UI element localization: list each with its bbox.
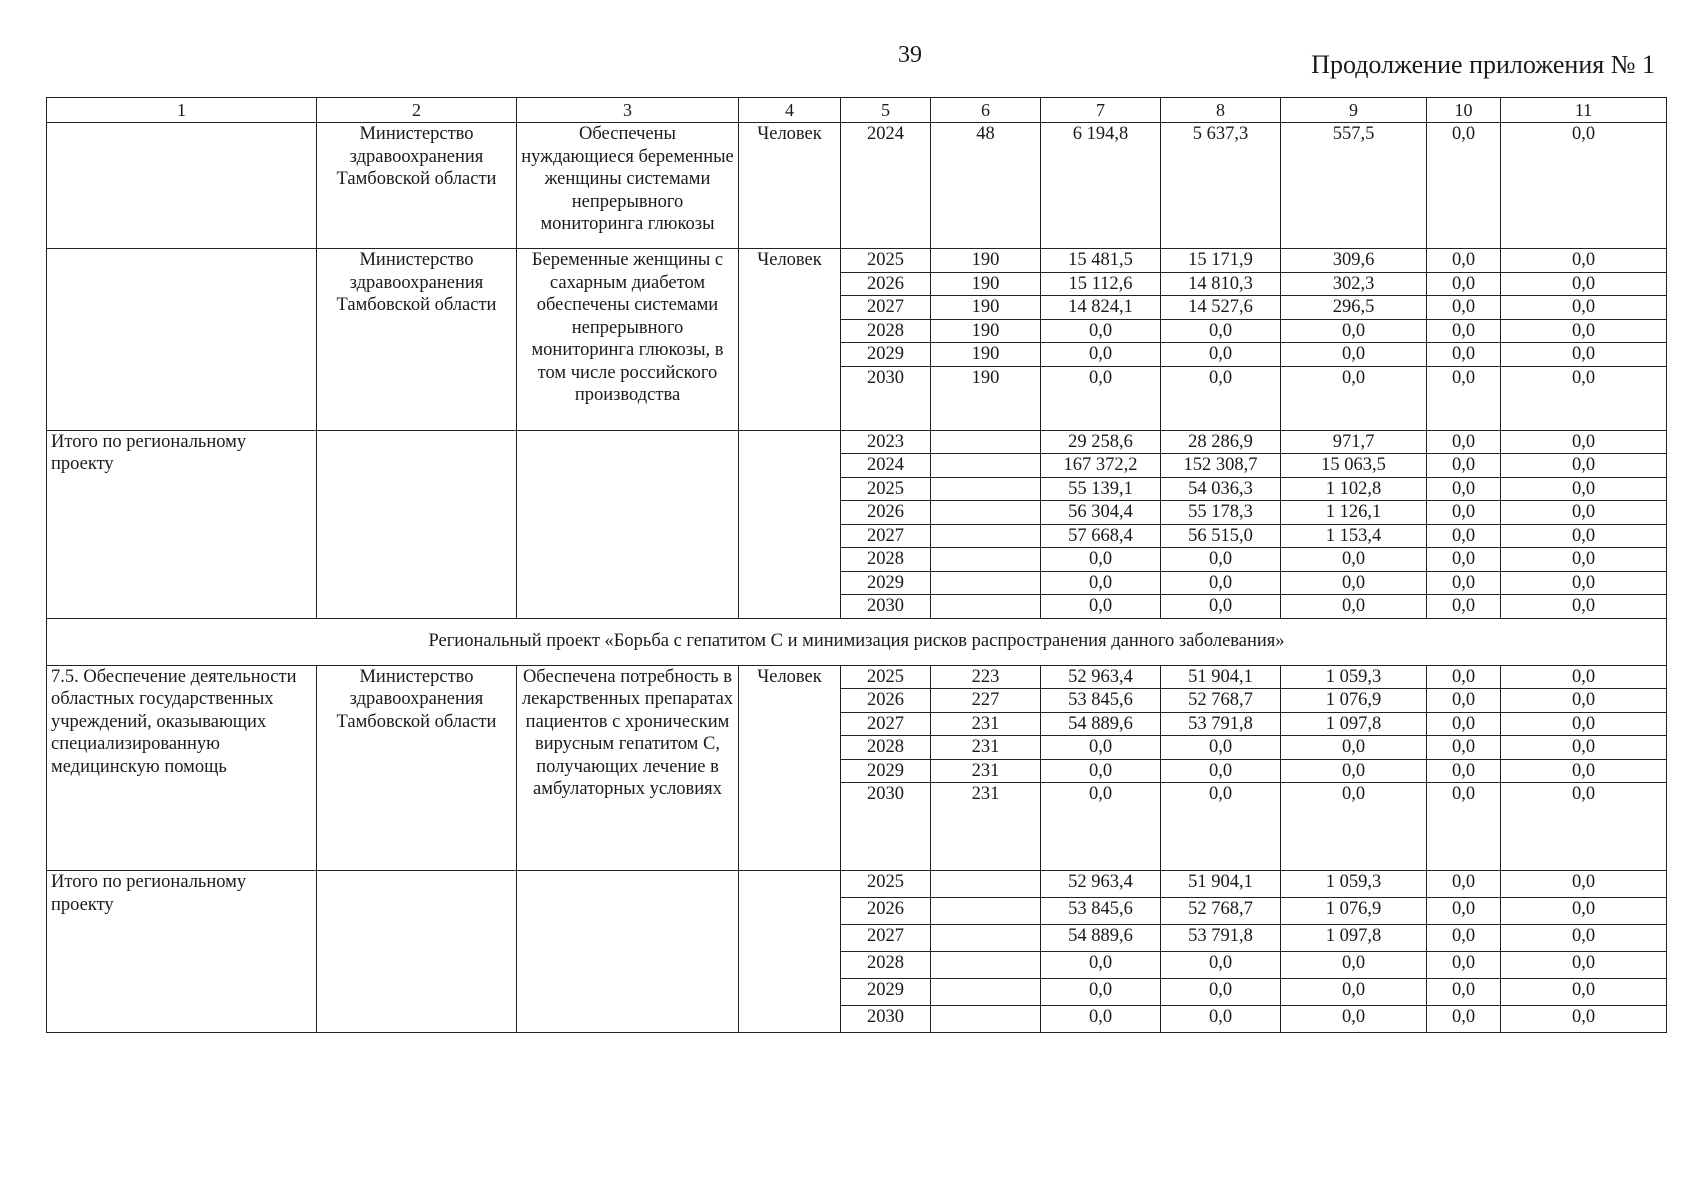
year-cell: 2028 [841, 736, 931, 760]
column-number: 10 [1427, 98, 1501, 123]
local-amount-cell: 0,0 [1427, 783, 1501, 871]
federal-amount-cell: 55 178,3 [1161, 501, 1281, 525]
year-cell: 2025 [841, 249, 931, 273]
year-cell: 2030 [841, 783, 931, 871]
column-number: 5 [841, 98, 931, 123]
local-amount-cell: 0,0 [1427, 595, 1501, 619]
local-amount-cell: 0,0 [1427, 319, 1501, 343]
regional-amount-cell: 296,5 [1281, 296, 1427, 320]
regional-amount-cell: 0,0 [1281, 759, 1427, 783]
quantity-cell: 231 [931, 759, 1041, 783]
total-amount-cell: 54 889,6 [1041, 712, 1161, 736]
responsible-executor-cell: Министерство здравоохранения Тамбовской области [317, 249, 517, 431]
quantity-cell [931, 454, 1041, 478]
year-cell: 2026 [841, 501, 931, 525]
year-cell: 2027 [841, 712, 931, 736]
local-amount-cell: 0,0 [1427, 736, 1501, 760]
total-amount-cell: 0,0 [1041, 736, 1161, 760]
local-amount-cell: 0,0 [1427, 871, 1501, 898]
year-cell: 2026 [841, 898, 931, 925]
extra-amount-cell: 0,0 [1501, 123, 1667, 249]
regional-amount-cell: 1 126,1 [1281, 501, 1427, 525]
federal-amount-cell: 0,0 [1161, 952, 1281, 979]
quantity-cell [931, 871, 1041, 898]
unit-cell: Человек [739, 665, 841, 871]
total-amount-cell: 52 963,4 [1041, 871, 1161, 898]
year-cell: 2029 [841, 343, 931, 367]
total-amount-cell: 0,0 [1041, 571, 1161, 595]
quantity-cell: 190 [931, 343, 1041, 367]
regional-amount-cell: 0,0 [1281, 979, 1427, 1006]
column-number: 3 [517, 98, 739, 123]
total-label-cell: Итого по региональному проекту [47, 430, 317, 618]
year-cell: 2028 [841, 319, 931, 343]
extra-amount-cell: 0,0 [1501, 925, 1667, 952]
local-amount-cell: 0,0 [1427, 296, 1501, 320]
year-cell: 2026 [841, 272, 931, 296]
extra-amount-cell: 0,0 [1501, 952, 1667, 979]
total-label-cell: Итого по региональному проекту [47, 871, 317, 1033]
table-row [47, 665, 1667, 689]
local-amount-cell: 0,0 [1427, 272, 1501, 296]
year-cell: 2025 [841, 477, 931, 501]
quantity-cell: 190 [931, 249, 1041, 273]
regional-amount-cell: 0,0 [1281, 366, 1427, 430]
year-cell: 2028 [841, 548, 931, 572]
total-amount-cell: 53 845,6 [1041, 689, 1161, 713]
regional-amount-cell: 1 097,8 [1281, 925, 1427, 952]
column-number: 4 [739, 98, 841, 123]
local-amount-cell: 0,0 [1427, 524, 1501, 548]
year-cell: 2029 [841, 979, 931, 1006]
total-amount-cell: 14 824,1 [1041, 296, 1161, 320]
quantity-cell: 190 [931, 319, 1041, 343]
budget-table [46, 97, 1667, 1033]
empty-cell [517, 430, 739, 618]
regional-amount-cell: 0,0 [1281, 952, 1427, 979]
regional-amount-cell: 1 153,4 [1281, 524, 1427, 548]
extra-amount-cell: 0,0 [1501, 871, 1667, 898]
regional-amount-cell: 1 076,9 [1281, 898, 1427, 925]
project-title-row [47, 618, 1667, 665]
regional-amount-cell: 0,0 [1281, 319, 1427, 343]
extra-amount-cell: 0,0 [1501, 979, 1667, 1006]
total-amount-cell: 53 845,6 [1041, 898, 1161, 925]
quantity-cell: 231 [931, 736, 1041, 760]
total-amount-cell: 0,0 [1041, 319, 1161, 343]
quantity-cell [931, 1006, 1041, 1033]
total-amount-cell: 0,0 [1041, 595, 1161, 619]
extra-amount-cell: 0,0 [1501, 249, 1667, 273]
extra-amount-cell: 0,0 [1501, 319, 1667, 343]
unit-cell: Человек [739, 123, 841, 249]
extra-amount-cell: 0,0 [1501, 595, 1667, 619]
regional-amount-cell: 0,0 [1281, 736, 1427, 760]
year-cell: 2025 [841, 871, 931, 898]
year-cell: 2024 [841, 454, 931, 478]
extra-amount-cell: 0,0 [1501, 548, 1667, 572]
year-cell: 2028 [841, 952, 931, 979]
extra-amount-cell: 0,0 [1501, 736, 1667, 760]
empty-cell [517, 871, 739, 1033]
total-amount-cell: 55 139,1 [1041, 477, 1161, 501]
quantity-cell [931, 952, 1041, 979]
quantity-cell: 227 [931, 689, 1041, 713]
local-amount-cell: 0,0 [1427, 430, 1501, 454]
table-row [47, 249, 1667, 273]
local-amount-cell: 0,0 [1427, 249, 1501, 273]
regional-amount-cell: 0,0 [1281, 1006, 1427, 1033]
regional-amount-cell: 302,3 [1281, 272, 1427, 296]
federal-amount-cell: 52 768,7 [1161, 689, 1281, 713]
quantity-cell [931, 430, 1041, 454]
federal-amount-cell: 14 527,6 [1161, 296, 1281, 320]
quantity-cell: 190 [931, 296, 1041, 320]
quantity-cell: 231 [931, 712, 1041, 736]
extra-amount-cell: 0,0 [1501, 343, 1667, 367]
total-amount-cell: 0,0 [1041, 783, 1161, 871]
total-amount-cell: 6 194,8 [1041, 123, 1161, 249]
empty-cell [317, 871, 517, 1033]
quantity-cell [931, 548, 1041, 572]
extra-amount-cell: 0,0 [1501, 783, 1667, 871]
total-amount-cell: 0,0 [1041, 366, 1161, 430]
quantity-cell [931, 477, 1041, 501]
extra-amount-cell: 0,0 [1501, 366, 1667, 430]
regional-amount-cell: 1 102,8 [1281, 477, 1427, 501]
result-description-cell: Беременные женщины с сахарным диабетом обеспечены системами непрерывного мониторинга глюкозы, в том числе российского производства [517, 249, 739, 431]
local-amount-cell: 0,0 [1427, 925, 1501, 952]
year-cell: 2030 [841, 1006, 931, 1033]
total-amount-cell: 29 258,6 [1041, 430, 1161, 454]
local-amount-cell: 0,0 [1427, 898, 1501, 925]
empty-cell [317, 430, 517, 618]
federal-amount-cell: 0,0 [1161, 759, 1281, 783]
total-amount-cell: 57 668,4 [1041, 524, 1161, 548]
total-amount-cell: 0,0 [1041, 759, 1161, 783]
extra-amount-cell: 0,0 [1501, 477, 1667, 501]
federal-amount-cell: 53 791,8 [1161, 712, 1281, 736]
measure-name-cell [47, 249, 317, 431]
quantity-cell [931, 979, 1041, 1006]
regional-amount-cell: 1 097,8 [1281, 712, 1427, 736]
local-amount-cell: 0,0 [1427, 1006, 1501, 1033]
year-cell: 2027 [841, 524, 931, 548]
total-amount-cell: 0,0 [1041, 979, 1161, 1006]
federal-amount-cell: 0,0 [1161, 548, 1281, 572]
page-number: 39 [898, 42, 922, 68]
year-cell: 2025 [841, 665, 931, 689]
column-number: 2 [317, 98, 517, 123]
regional-amount-cell: 0,0 [1281, 343, 1427, 367]
regional-amount-cell: 0,0 [1281, 571, 1427, 595]
federal-amount-cell: 51 904,1 [1161, 665, 1281, 689]
year-cell: 2027 [841, 925, 931, 952]
total-amount-cell: 0,0 [1041, 952, 1161, 979]
year-cell: 2030 [841, 595, 931, 619]
federal-amount-cell: 0,0 [1161, 736, 1281, 760]
measure-name-cell [47, 123, 317, 249]
federal-amount-cell: 51 904,1 [1161, 871, 1281, 898]
total-amount-cell: 54 889,6 [1041, 925, 1161, 952]
regional-amount-cell: 0,0 [1281, 548, 1427, 572]
total-amount-cell: 15 481,5 [1041, 249, 1161, 273]
total-amount-cell: 0,0 [1041, 548, 1161, 572]
federal-amount-cell: 0,0 [1161, 366, 1281, 430]
result-description-cell: Обеспечены нуждающиеся беременные женщины системами непрерывного мониторинга глюкозы [517, 123, 739, 249]
total-amount-cell: 0,0 [1041, 343, 1161, 367]
table-row [47, 123, 1667, 249]
year-cell: 2029 [841, 759, 931, 783]
regional-amount-cell: 0,0 [1281, 595, 1427, 619]
local-amount-cell: 0,0 [1427, 571, 1501, 595]
extra-amount-cell: 0,0 [1501, 759, 1667, 783]
local-amount-cell: 0,0 [1427, 665, 1501, 689]
empty-cell [739, 430, 841, 618]
column-number: 1 [47, 98, 317, 123]
total-amount-cell: 56 304,4 [1041, 501, 1161, 525]
result-description-cell: Обеспечена потребность в лекарственных препаратах пациентов с хроническим вирусным гепатитом С, получающих лечение в амбулаторных условиях [517, 665, 739, 871]
local-amount-cell: 0,0 [1427, 343, 1501, 367]
federal-amount-cell: 152 308,7 [1161, 454, 1281, 478]
regional-amount-cell: 1 059,3 [1281, 665, 1427, 689]
local-amount-cell: 0,0 [1427, 366, 1501, 430]
regional-amount-cell: 1 076,9 [1281, 689, 1427, 713]
column-number: 8 [1161, 98, 1281, 123]
local-amount-cell: 0,0 [1427, 477, 1501, 501]
federal-amount-cell: 28 286,9 [1161, 430, 1281, 454]
appendix-continuation-label: Продолжение приложения № 1 [1311, 50, 1655, 79]
responsible-executor-cell: Министерство здравоохранения Тамбовской области [317, 123, 517, 249]
federal-amount-cell: 5 637,3 [1161, 123, 1281, 249]
column-number: 11 [1501, 98, 1667, 123]
quantity-cell: 223 [931, 665, 1041, 689]
column-number: 9 [1281, 98, 1427, 123]
local-amount-cell: 0,0 [1427, 979, 1501, 1006]
federal-amount-cell: 53 791,8 [1161, 925, 1281, 952]
quantity-cell: 190 [931, 366, 1041, 430]
federal-amount-cell: 0,0 [1161, 783, 1281, 871]
local-amount-cell: 0,0 [1427, 454, 1501, 478]
regional-amount-cell: 971,7 [1281, 430, 1427, 454]
total-amount-cell: 167 372,2 [1041, 454, 1161, 478]
year-cell: 2030 [841, 366, 931, 430]
local-amount-cell: 0,0 [1427, 712, 1501, 736]
quantity-cell [931, 898, 1041, 925]
federal-amount-cell: 0,0 [1161, 979, 1281, 1006]
local-amount-cell: 0,0 [1427, 689, 1501, 713]
local-amount-cell: 0,0 [1427, 501, 1501, 525]
year-cell: 2027 [841, 296, 931, 320]
local-amount-cell: 0,0 [1427, 759, 1501, 783]
extra-amount-cell: 0,0 [1501, 712, 1667, 736]
federal-amount-cell: 52 768,7 [1161, 898, 1281, 925]
regional-amount-cell: 557,5 [1281, 123, 1427, 249]
extra-amount-cell: 0,0 [1501, 524, 1667, 548]
quantity-cell [931, 501, 1041, 525]
total-amount-cell: 15 112,6 [1041, 272, 1161, 296]
quantity-cell [931, 524, 1041, 548]
extra-amount-cell: 0,0 [1501, 665, 1667, 689]
extra-amount-cell: 0,0 [1501, 296, 1667, 320]
responsible-executor-cell: Министерство здравоохранения Тамбовской области [317, 665, 517, 871]
total-amount-cell: 0,0 [1041, 1006, 1161, 1033]
year-cell: 2023 [841, 430, 931, 454]
column-number: 7 [1041, 98, 1161, 123]
federal-amount-cell: 15 171,9 [1161, 249, 1281, 273]
table-row [47, 871, 1667, 898]
federal-amount-cell: 14 810,3 [1161, 272, 1281, 296]
project-title: Региональный проект «Борьба с гепатитом С и минимизация рисков распространения данного заболевания» [47, 618, 1667, 665]
extra-amount-cell: 0,0 [1501, 454, 1667, 478]
federal-amount-cell: 56 515,0 [1161, 524, 1281, 548]
quantity-cell [931, 595, 1041, 619]
extra-amount-cell: 0,0 [1501, 430, 1667, 454]
extra-amount-cell: 0,0 [1501, 1006, 1667, 1033]
federal-amount-cell: 0,0 [1161, 1006, 1281, 1033]
quantity-cell: 231 [931, 783, 1041, 871]
year-cell: 2024 [841, 123, 931, 249]
federal-amount-cell: 54 036,3 [1161, 477, 1281, 501]
unit-cell: Человек [739, 249, 841, 431]
measure-name-cell: 7.5. Обеспечение деятельности областных государственных учреждений, оказывающих специализированную медицинскую помощь [47, 665, 317, 871]
federal-amount-cell: 0,0 [1161, 319, 1281, 343]
quantity-cell: 48 [931, 123, 1041, 249]
total-amount-cell: 52 963,4 [1041, 665, 1161, 689]
federal-amount-cell: 0,0 [1161, 571, 1281, 595]
quantity-cell: 190 [931, 272, 1041, 296]
empty-cell [739, 871, 841, 1033]
federal-amount-cell: 0,0 [1161, 343, 1281, 367]
extra-amount-cell: 0,0 [1501, 689, 1667, 713]
regional-amount-cell: 15 063,5 [1281, 454, 1427, 478]
regional-amount-cell: 309,6 [1281, 249, 1427, 273]
regional-amount-cell: 1 059,3 [1281, 871, 1427, 898]
column-number-row [47, 98, 1667, 123]
local-amount-cell: 0,0 [1427, 123, 1501, 249]
extra-amount-cell: 0,0 [1501, 571, 1667, 595]
column-number: 6 [931, 98, 1041, 123]
federal-amount-cell: 0,0 [1161, 595, 1281, 619]
regional-amount-cell: 0,0 [1281, 783, 1427, 871]
year-cell: 2029 [841, 571, 931, 595]
table-row [47, 430, 1667, 454]
quantity-cell [931, 925, 1041, 952]
year-cell: 2026 [841, 689, 931, 713]
extra-amount-cell: 0,0 [1501, 272, 1667, 296]
local-amount-cell: 0,0 [1427, 952, 1501, 979]
quantity-cell [931, 571, 1041, 595]
local-amount-cell: 0,0 [1427, 548, 1501, 572]
extra-amount-cell: 0,0 [1501, 898, 1667, 925]
extra-amount-cell: 0,0 [1501, 501, 1667, 525]
